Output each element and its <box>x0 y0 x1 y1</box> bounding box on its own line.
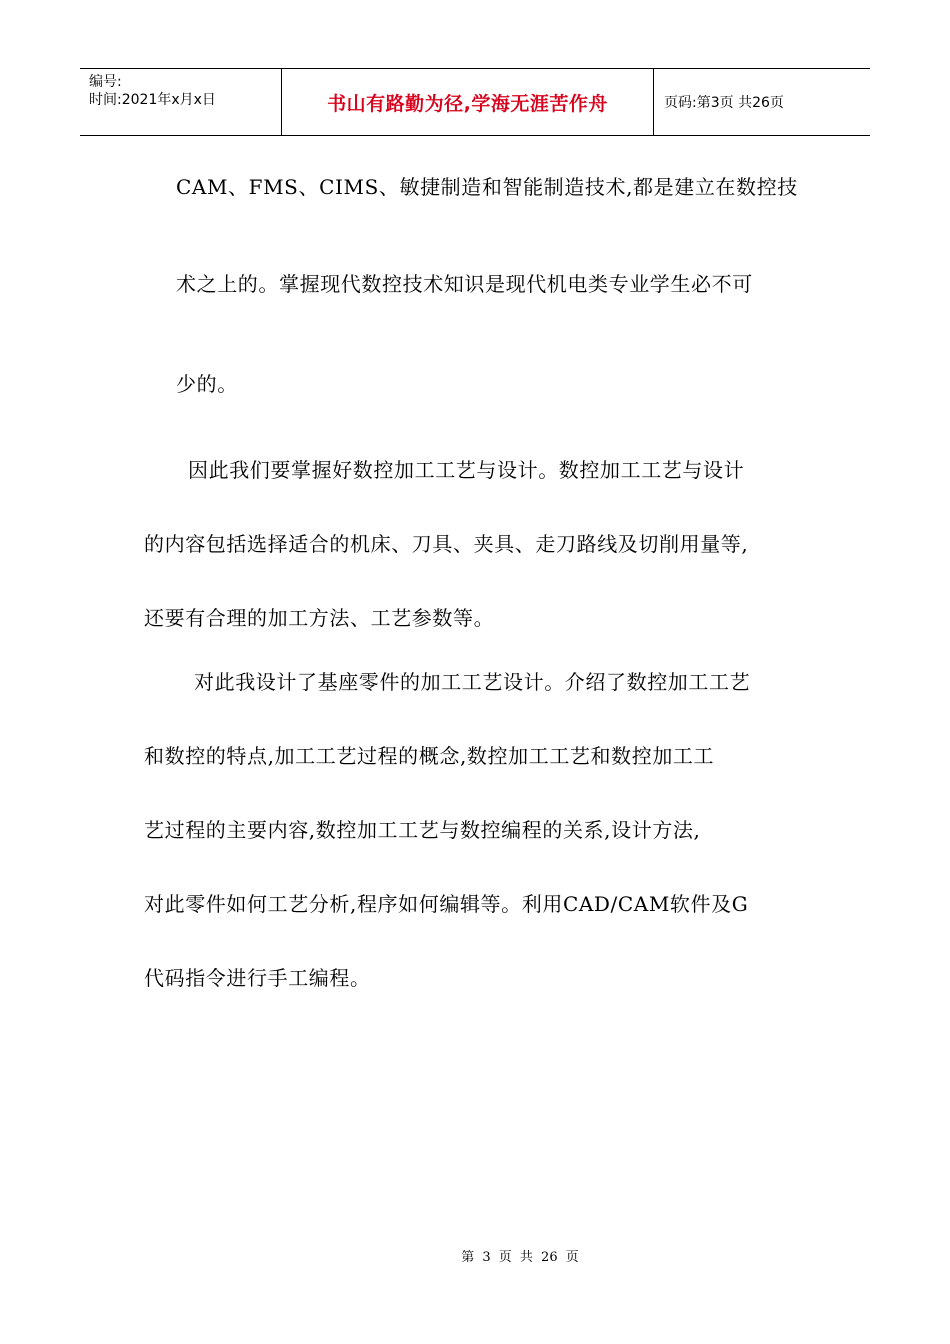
paragraph-line: 代码指令进行手工编程。 <box>144 966 371 990</box>
paragraph-line: 因此我们要掌握好数控加工工艺与设计。数控加工工艺与设计 <box>188 458 745 482</box>
paragraph-line: 还要有合理的加工方法、工艺参数等。 <box>144 606 495 630</box>
paragraph-line: 对此我设计了基座零件的加工工艺设计。介绍了数控加工工艺 <box>194 670 751 694</box>
paragraph-line: 的内容包括选择适合的机床、刀具、夹具、走刀路线及切削用量等, <box>144 532 749 556</box>
header-motto: 书山有路勤为径,学海无涯苦作舟 <box>282 69 654 135</box>
document-header <box>80 68 870 136</box>
paragraph-line: 少的。 <box>176 372 238 396</box>
paragraph-line: CAM、FMS、CIMS、敏捷制造和智能制造技术,都是建立在数控技 <box>176 175 798 199</box>
paragraph-line: 对此零件如何工艺分析,程序如何编辑等。利用CAD/CAM软件及G <box>144 892 749 916</box>
header-number-label: 编号: <box>89 74 122 90</box>
paragraph-line: 和数控的特点,加工工艺过程的概念,数控加工工艺和数控加工工 <box>144 744 715 768</box>
paragraph-line: 艺过程的主要内容,数控加工工艺与数控编程的关系,设计方法, <box>144 818 701 842</box>
paragraph-line: 术之上的。掌握现代数控技术知识是现代机电类专业学生必不可 <box>176 272 753 296</box>
header-meta-cell <box>80 69 282 135</box>
header-date-label: 时间:2021年x月x日 <box>89 92 216 108</box>
page-footer: 第 3 页 共 26 页 <box>461 1250 579 1265</box>
header-page-info: 页码:第3页 共26页 <box>664 95 784 111</box>
